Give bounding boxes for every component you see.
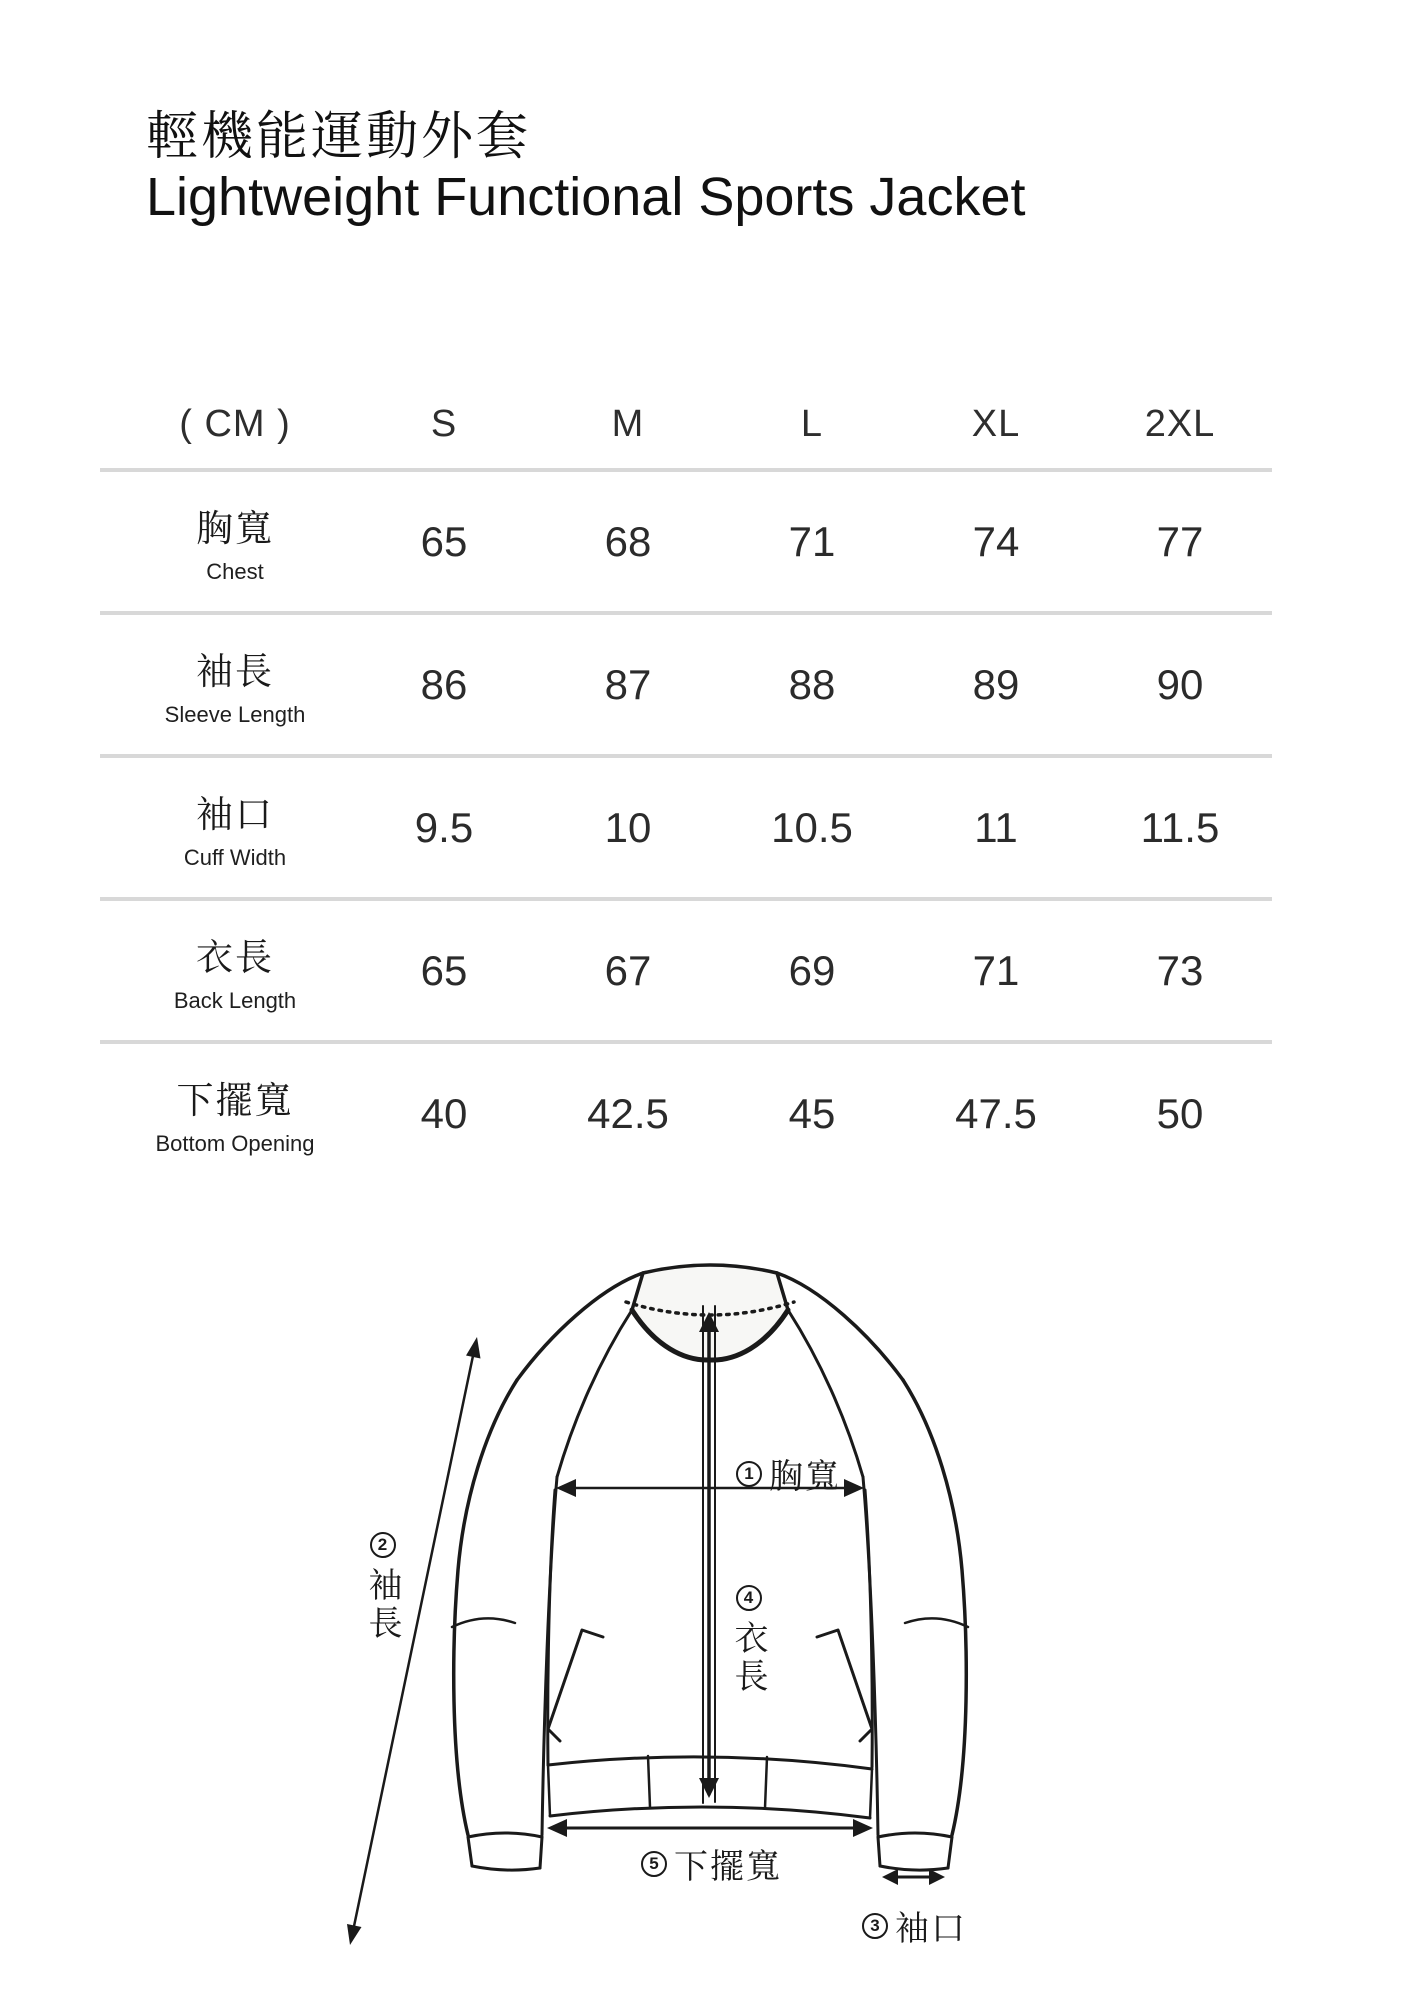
- cell-bottom-l: 45: [788, 1089, 836, 1137]
- page-title-zh: 輕機能運動外套: [146, 108, 532, 166]
- circled-number-5: 5: [641, 1851, 667, 1877]
- table-row-back-length: [100, 897, 1272, 1040]
- cell-back-xl: 71: [972, 946, 1020, 994]
- circled-number-3: 3: [862, 1913, 888, 1939]
- cell-cuff-2xl: 11.5: [1140, 803, 1220, 851]
- circled-number-2: 2: [370, 1532, 396, 1558]
- page-title-en: Lightweight Functional Sports Jacket: [146, 167, 1026, 227]
- cell-bottom-s: 40: [420, 1089, 468, 1137]
- cell-chest-2xl: 77: [1156, 517, 1204, 565]
- column-header-s: S: [430, 402, 458, 445]
- cell-cuff-s: 9.5: [414, 803, 474, 851]
- cell-back-2xl: 73: [1156, 946, 1204, 994]
- cell-sleeve-l: 88: [788, 660, 836, 708]
- column-header-m: M: [611, 402, 645, 445]
- column-header-xl: XL: [971, 402, 1021, 445]
- cell-chest-s: 65: [420, 517, 468, 565]
- table-row-chest: [100, 468, 1272, 611]
- cell-sleeve-s: 86: [420, 660, 468, 708]
- table-row-cuff-width: [100, 754, 1272, 897]
- table-row-sleeve-length: [100, 611, 1272, 754]
- cell-back-m: 67: [604, 946, 652, 994]
- cell-sleeve-m: 87: [604, 660, 652, 708]
- annotation-sleeve-length: 2 袖長: [358, 1532, 407, 1643]
- annotation-bottom-opening: 5 下擺寬: [641, 1839, 782, 1888]
- cell-bottom-xl: 47.5: [955, 1089, 1037, 1137]
- column-header-l: L: [800, 402, 824, 445]
- table-row-bottom-opening: [100, 1040, 1272, 1183]
- cell-cuff-m: 10: [604, 803, 652, 851]
- right-sleeve: [863, 1380, 968, 1870]
- cell-chest-m: 68: [604, 517, 652, 565]
- annotation-back-length: 4 衣長: [724, 1585, 773, 1696]
- size-table: [100, 380, 1272, 1183]
- row-label-chest: 胸寬 Chest: [196, 508, 274, 584]
- cell-back-l: 69: [788, 946, 836, 994]
- row-label-cuff-width: 袖口 Cuff Width: [183, 794, 287, 870]
- cell-cuff-l: 10.5: [771, 803, 853, 851]
- cell-bottom-2xl: 50: [1156, 1089, 1204, 1137]
- unit-header-cell: [100, 403, 352, 446]
- left-sleeve: [452, 1380, 557, 1870]
- annotation-cuff-width: 3 袖口: [862, 1901, 967, 1950]
- circled-number-1: 1: [736, 1461, 762, 1487]
- size-table-header: [100, 380, 1272, 468]
- circled-number-4: 4: [736, 1585, 762, 1611]
- row-label-sleeve-length: 袖長 Sleeve Length: [164, 651, 306, 727]
- cell-bottom-m: 42.5: [587, 1089, 669, 1137]
- column-header-2xl: 2XL: [1144, 402, 1216, 445]
- cell-sleeve-xl: 89: [972, 660, 1020, 708]
- cell-chest-xl: 74: [972, 517, 1020, 565]
- cell-cuff-xl: 11: [974, 803, 1018, 851]
- annotation-chest-width: 1 胸寬: [736, 1449, 841, 1498]
- row-label-back-length: 衣長 Back Length: [173, 937, 297, 1013]
- cell-sleeve-2xl: 90: [1156, 660, 1204, 708]
- unit-label: ( CM ): [179, 402, 291, 445]
- cell-back-s: 65: [420, 946, 468, 994]
- cell-chest-l: 71: [788, 517, 836, 565]
- row-label-bottom-opening: 下擺寬 Bottom Opening: [155, 1080, 315, 1156]
